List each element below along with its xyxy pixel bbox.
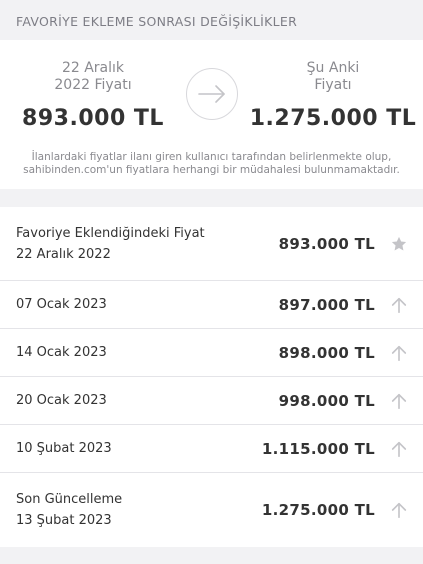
favorite-date-label-line2: 2022 Fiyatı xyxy=(54,77,132,93)
row-subtitle: 22 Aralık 2022 xyxy=(16,246,111,262)
row-price: 898.000 TL xyxy=(278,343,375,362)
row-label: 07 Ocak 2023 xyxy=(16,297,107,312)
favorite-date-price-value: 893.000 TL xyxy=(22,106,164,131)
price-disclaimer xyxy=(0,151,423,177)
list-item xyxy=(0,425,423,473)
list-item xyxy=(0,473,423,547)
row-label: 20 Ocak 2023 xyxy=(16,393,107,408)
row-title: Favoriye Eklendiğindeki Fiyat xyxy=(16,225,205,241)
star-icon xyxy=(389,234,409,254)
disclaimer-line1: İlanlardaki fiyatlar ilanı giren kullanıcı tarafından belirlenmekte olup, xyxy=(31,151,392,163)
section-title: FAVORİYE EKLEME SONRASI DEĞİŞİKLİKLER xyxy=(16,14,298,29)
arrow-up-icon xyxy=(389,500,409,520)
row-subtitle: 13 Şubat 2023 xyxy=(16,513,112,528)
price-history-list xyxy=(0,207,423,547)
arrow-up-icon xyxy=(389,295,409,315)
row-label: 14 Ocak 2023 xyxy=(16,345,107,360)
current-price-label xyxy=(248,60,418,94)
favorite-date-label-line1: 22 Aralık xyxy=(61,60,125,76)
list-item xyxy=(0,207,423,281)
arrow-up-icon xyxy=(389,391,409,411)
list-item xyxy=(0,281,423,329)
row-price: 1.275.000 TL xyxy=(261,501,375,519)
arrow-up-icon xyxy=(389,439,409,459)
row-price: 893.000 TL xyxy=(278,234,375,253)
row-price: 1.115.000 TL xyxy=(261,439,375,458)
price-comparison-card xyxy=(0,40,423,189)
current-price-value: 1.275.000 TL xyxy=(249,106,417,131)
arrow-up-icon xyxy=(389,343,409,363)
list-item xyxy=(0,329,423,377)
favorite-date-label xyxy=(8,60,178,94)
current-price-label-line2: Fiyatı xyxy=(314,77,352,93)
row-title: Son Güncelleme xyxy=(16,492,123,507)
list-item xyxy=(0,377,423,425)
disclaimer-line2: sahibinden.com'un fiyatlara herhangi bir müdahalesi bulunmamaktadır. xyxy=(23,164,400,176)
favorite-date-price xyxy=(8,60,178,131)
row-price: 998.000 TL xyxy=(278,391,375,410)
current-price xyxy=(248,60,418,131)
current-price-label-line1: Şu Anki xyxy=(306,60,360,76)
row-label: 10 Şubat 2023 xyxy=(16,441,112,456)
row-price: 897.000 TL xyxy=(278,295,375,314)
arrow-right-icon xyxy=(186,68,238,120)
